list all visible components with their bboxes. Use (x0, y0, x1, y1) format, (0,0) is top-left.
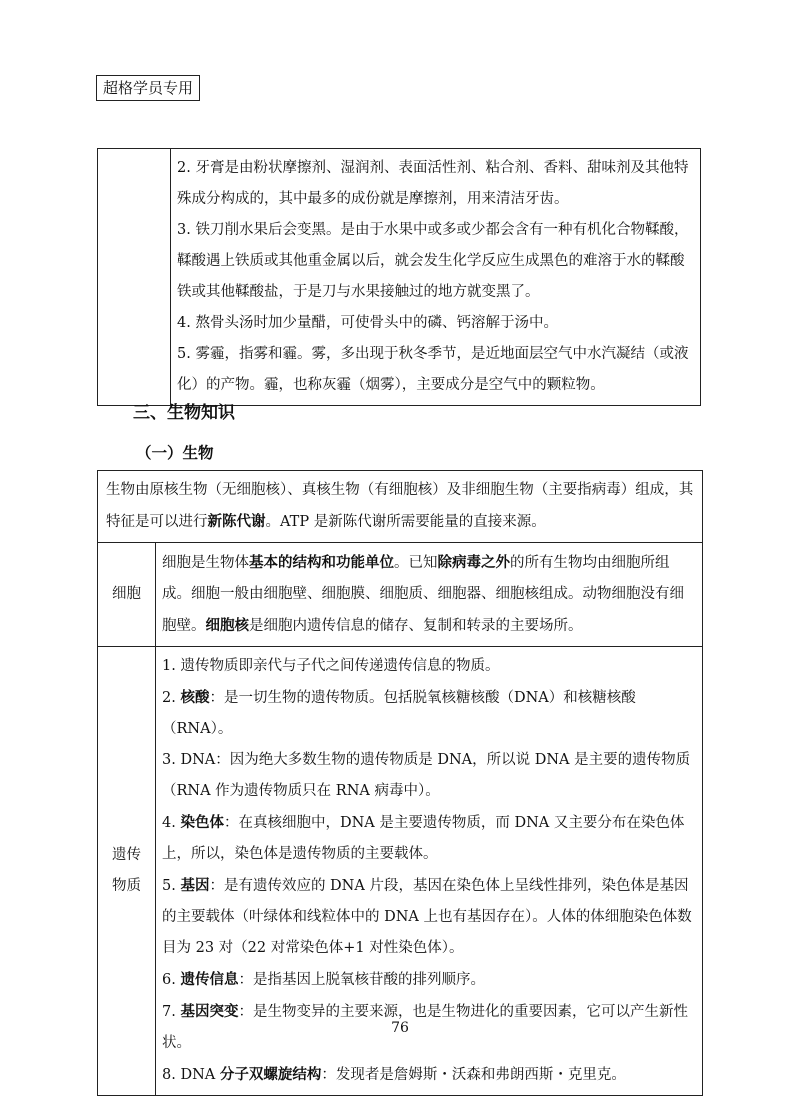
bold-term: 基因 (180, 877, 210, 894)
row-label-text: 遗传 (112, 847, 141, 863)
numbered-item (162, 870, 696, 964)
text-run: 6. (162, 972, 181, 988)
text-run: 5. (162, 878, 181, 894)
text-run: ：是一切生物的遗传物质。包括脱氧核糖核酸（DNA）和核糖核酸（RNA）。 (162, 690, 636, 737)
header-tag: 超格学员专用 (96, 75, 200, 101)
numbered-item (162, 745, 696, 807)
numbered-item (177, 339, 694, 401)
bold-term: 分子双螺旋结构 (219, 1066, 322, 1083)
biology-table (97, 470, 703, 1096)
row-label-text: 物质 (112, 878, 141, 894)
bold-term: 基因突变 (180, 1003, 239, 1020)
text-run: ：在真核细胞中，DNA 是主要遗传物质，而 DNA 又主要分布在染色体上，所以，染色体是遗传物质的主要载体。 (162, 815, 685, 862)
text-run: 。已知 (394, 555, 438, 571)
numbered-item (162, 807, 696, 870)
numbered-item (177, 308, 694, 339)
cell-content (156, 543, 703, 647)
numbered-item (177, 215, 694, 308)
numbered-item (162, 651, 696, 682)
text-run: ：是指基因上脱氧核苷酸的排列顺序。 (238, 972, 485, 988)
text-run: 2. (162, 690, 181, 706)
text-run: 5. 雾霾，指雾和霾。雾，多出现于秋冬季节，是近地面层空气中水汽凝结（或液化）的产物。霾，也称灰霾（烟雾），主要成分是空气中的颗粒物。 (177, 346, 689, 393)
bold-term: 基本的结构和功能单位 (249, 554, 394, 571)
text-run: ：发现者是詹姆斯・沃森和弗朗西斯・克里克。 (321, 1067, 626, 1083)
bold-term: 细胞核 (205, 617, 249, 634)
row-label-cell (98, 543, 156, 647)
bold-term: 除病毒之外 (437, 554, 510, 571)
intro-paragraph (106, 475, 694, 538)
text-run: 2. 牙膏是由粉状摩擦剂、湿润剂、表面活性剂、粘合剂、香料、甜味剂及其他特殊成分构成的，其中最多的成份就是摩擦剂，用来清洁牙齿。 (177, 160, 689, 207)
text-run: 细胞是生物体 (162, 555, 249, 571)
biology-intro-cell (98, 471, 703, 543)
subsection-title: （一）生物 (136, 443, 214, 462)
chemistry-notes-cell (171, 149, 701, 406)
text-run: 生物由原核生物（无细胞核）、真核生物（有细胞核）及非细胞生物（主要指病毒）组成，其特征是可以进行 (106, 482, 694, 530)
numbered-item (162, 1059, 696, 1091)
text-run: 是细胞内遗传信息的储存、复制和转录的主要场所。 (249, 618, 583, 634)
numbered-item (162, 547, 696, 642)
text-run: ：是生物变异的主要来源，也是生物进化的重要因素，它可以产生新性状。 (162, 1004, 688, 1051)
text-run: 3. DNA：因为绝大多数生物的遗传物质是 DNA，所以说 DNA 是主要的遗传物质（RNA 作为遗传物质只在 RNA 病毒中）。 (162, 752, 691, 799)
text-run: 8. DNA (162, 1067, 220, 1083)
section-title: 三、生物知识 (133, 403, 235, 423)
text-run: 。ATP 是新陈代谢所需要能量的直接来源。 (265, 514, 546, 530)
text-run: ：是有遗传效应的 DNA 片段，基因在染色体上呈线性排列，染色体是基因的主要载体（叶绿体和线粒体中的 DNA 上也有基因存在）。人体的体细胞染色体数目为 23 对（22 对常染色体+1 对性染色体）。 (162, 878, 692, 956)
numbered-item (162, 682, 696, 745)
bold-term: 遗传信息 (180, 971, 239, 988)
bold-term: 新陈代谢 (207, 513, 266, 530)
text-run: 的所有生物均由细胞所组成。细胞一般由细胞壁、细胞膜、细胞质、细胞器、细胞核组成。动物细胞没有细胞壁。 (162, 555, 684, 634)
text-run: 7. (162, 1004, 181, 1020)
empty-label-cell (98, 149, 171, 406)
text-run: 4. 熬骨头汤时加少量醋，可使骨头中的磷、钙溶解于汤中。 (177, 315, 558, 331)
numbered-item (162, 964, 696, 996)
row-label-text: 细胞 (112, 586, 141, 602)
bold-term: 染色体 (180, 814, 224, 831)
numbered-item (177, 153, 694, 215)
page-number: 76 (391, 1020, 409, 1036)
chemistry-table-continued (97, 148, 701, 406)
text-run: 4. (162, 815, 181, 831)
text-run: 3. 铁刀削水果后会变黑。是由于水果中或多或少都会含有一种有机化合物鞣酸，鞣酸遇上铁质或其他重金属以后，就会发生化学反应生成黑色的难溶于水的鞣酸铁或其他鞣酸盐，于是刀与水果接触过的地方就变黑了。 (177, 222, 689, 300)
text-run: 1. 遗传物质即亲代与子代之间传递遗传信息的物质。 (162, 658, 500, 674)
bold-term: 核酸 (180, 689, 210, 706)
